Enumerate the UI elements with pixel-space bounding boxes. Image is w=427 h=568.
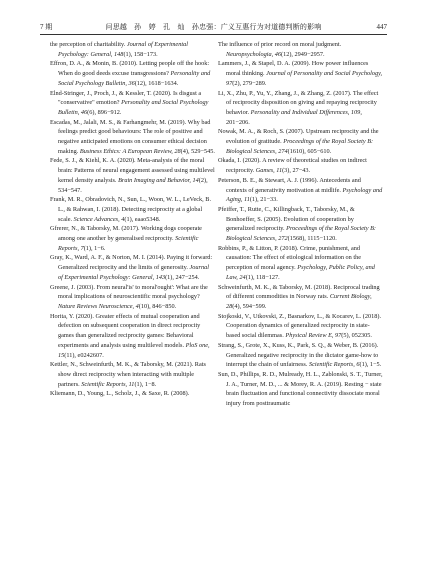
reference-pages: (1), 1−8. <box>134 380 157 388</box>
reference-entry <box>50 224 215 253</box>
reference-source: Games, 11 <box>255 167 283 175</box>
reference-text: Escadas, M., Jalali, M. S., & Farhangmehr, M. (2019). Why bad feelings predict good behaviours: The role of positive and negative anticipated emotions on consumer ethical decision making. <box>50 118 211 155</box>
reference-entry <box>50 89 215 118</box>
reference-entry <box>50 283 215 312</box>
reference-source: Personality and Social Psychology Bulletin, 46 <box>58 99 209 116</box>
reference-source: Scientific Reports, 6 <box>308 361 360 369</box>
reference-text: Nowak, M. A., & Roch, S. (2007). Upstream reciprocity and the evolution of gratitude. <box>218 128 379 146</box>
reference-pages: (6), 896−912. <box>87 108 122 116</box>
reference-entry <box>50 59 215 88</box>
issue-number: 7 期 <box>40 23 53 31</box>
reference-source: Physical Review E, 97 <box>285 332 342 340</box>
reference-entry <box>50 312 215 361</box>
reference-source: Proceedings of the Royal Society B: Biological Sciences, 274 <box>226 138 374 155</box>
reference-pages: (1), 247−254. <box>165 273 200 281</box>
reference-text: Robbins, P., & Litton, P. (2018). Crime, punishment, and causation: The effect of etiological information on the perception of moral agency. <box>218 244 361 272</box>
reference-entry <box>218 370 383 409</box>
reference-text: Kliemann, D., Young, L., Scholz, J., & Saxe, R. (2008). <box>50 390 190 398</box>
reference-pages: (4), 594−599. <box>232 302 267 310</box>
reference-pages: (1), 158−173. <box>123 50 158 58</box>
reference-entry <box>218 156 383 175</box>
reference-pages: (2), 279−289. <box>232 79 267 87</box>
reference-entry <box>218 283 383 312</box>
page-number: 447 <box>376 23 387 31</box>
reference-entry <box>218 89 383 128</box>
header-rule <box>40 34 387 35</box>
reference-entry <box>218 341 383 370</box>
reference-source: Journal of Personality and Social Psychology, 97 <box>226 70 383 87</box>
reference-entry <box>50 195 215 224</box>
reference-source: Personality and Individual Differences, 109 <box>250 108 361 116</box>
reference-pages: (1610), 605−610. <box>287 147 332 155</box>
reference-source: Proceedings of the Royal Society B: Biological Sciences, 272 <box>226 225 376 243</box>
reference-pages: (1), 118−127. <box>245 273 280 281</box>
reference-pages: (2), 534−547. <box>58 176 208 194</box>
reference-source: Journal of Experimental Psychology: General, 148 <box>58 41 188 58</box>
references-right-column <box>218 40 383 409</box>
reference-entry <box>50 156 215 195</box>
reference-source: Psychology and Aging, 11 <box>226 186 383 204</box>
reference-text: Peterson, B. E., & Stewart, A. J. (1996). Antecedents and contexts of generativity motivation at midlife. <box>218 176 361 194</box>
reference-source: Psychology, Public Policy, and Law, 24 <box>226 264 375 281</box>
reference-pages: , 201−206. <box>226 108 362 126</box>
reference-entry <box>218 312 383 341</box>
reference-text: Effron, D. A., & Monin, B. (2010). Letting people off the hook: When do good deeds excuse transgressions? <box>50 60 210 78</box>
reference-pages: (1), 21−33. <box>249 196 278 204</box>
reference-pages: (11), e0242607. <box>64 351 104 359</box>
reference-text: Schweinfurth, M. K., & Taborsky, M. (2018). Reciprocal trading of different commodities in Norway rats. <box>218 283 380 301</box>
reference-entry <box>50 389 215 399</box>
reference-text: Greene, J. (2003). From neural'is' to moral'ought': What are the moral implications of neuroscientific moral psychology? <box>50 283 208 301</box>
reference-text: Gfrerer, N., & Taborsky, M. (2017). Working dogs cooperate among one another by generalised reciprocity. <box>50 225 202 243</box>
reference-pages: (12), 2949−2957. <box>280 50 325 58</box>
references-left-column <box>50 40 215 399</box>
reference-pages: (1), eaao5348. <box>124 215 161 223</box>
reference-text: Kettler, N., Schweinfurth, M. K., & Taborsky, M. (2021). Rats show direct reciprocity when interacting with multiple partners. <box>50 361 206 388</box>
reference-text: Frank, M. R., Obradovich, N., Sun, L., Woon, W. L., LeVeck, B. L., & Rahwan, I. (2018). Detecting reciprocity at a global scale. <box>50 196 212 223</box>
reference-source: Scientific Reports, 11 <box>81 380 135 388</box>
reference-pages: (12), 1618−1634. <box>134 79 179 87</box>
reference-entry <box>218 127 383 156</box>
reference-entry <box>50 118 215 157</box>
reference-source: Neuropsychologia, 46 <box>226 50 281 58</box>
reference-text: Sun, D., Phillips, R. D., Mulready, H. L., Zablonski, S. T., Turner, J. A., Turner, M. D., ... & Morey, R. A. (2019). Resting − state brain fluctuation and functional connectivity dissociate moral injury from posttraumatic <box>218 370 383 408</box>
reference-pages: (1), 1−6. <box>83 244 106 252</box>
reference-source: Brain Imaging and Behavior, 14 <box>118 176 199 184</box>
reference-source: Current Biology, 28 <box>226 293 372 310</box>
reference-source: PloS one, 15 <box>58 341 210 359</box>
reference-source: Nature Reviews Neuroscience, 4 <box>58 302 139 310</box>
reference-text: Horita, Y. (2020). Greater effects of mutual cooperation and defection on subsequent cooperation in direct reciprocity games than generalized reciprocity games: Behavioral experiments and analysis using multilevel models. <box>50 312 201 349</box>
reference-entry <box>50 360 215 389</box>
reference-pages: (10), 846−850. <box>138 302 177 310</box>
reference-text: Stojkoski, V., Utkovski, Z., Basnarkov, L., & Kocarev, L. (2018). Cooperation dynamics of generalized reciprocity in state-based social dilemmas. <box>218 312 382 340</box>
reference-pages: (1568), 1115−1120. <box>287 235 337 243</box>
reference-source: Science Advances, 4 <box>73 215 125 223</box>
reference-entry <box>218 205 383 244</box>
reference-pages: (3), 27−43. <box>282 167 311 175</box>
reference-pages: (5), 052305. <box>341 332 372 340</box>
reference-entry <box>218 40 383 59</box>
running-header <box>40 20 387 34</box>
reference-text: The influence of prior record on moral judgment. <box>218 41 342 48</box>
reference-source: Journal of Experimental Psychology: General, 143 <box>58 264 209 281</box>
reference-pages: (1), 1−5. <box>359 361 382 369</box>
reference-source: Business Ethics: A European Review, 28 <box>79 147 181 155</box>
reference-entry <box>50 40 215 59</box>
reference-pages: (4), 529−545. <box>180 147 215 155</box>
reference-text: Fede, S. J., & Kiehl, K. A. (2020). Meta-analysis of the moral brain: Patterns of neural engagement assessed using multilevel kernel density analysis. <box>50 157 215 184</box>
reference-entry <box>50 253 215 282</box>
reference-source: Personality and Social Psychology Bulletin, 36 <box>58 70 211 87</box>
reference-text: Gray, K., Ward, A. F., & Norton, M. I. (2014). Paying it forward: Generalized reciprocity and the limits of generosity. <box>50 254 213 272</box>
reference-text: Strang, S., Grote, X., Kuss, K., Park, S. Q., & Weber, B. (2016). Generalized negative reciprocity in the dictator game-how to interrupt the chain of unfairness. <box>218 341 379 369</box>
reference-source: Scientific Reports, 7 <box>58 235 199 252</box>
reference-entry <box>218 59 383 88</box>
reference-text: the perception of charitability. <box>50 41 127 48</box>
running-title: 问思越 孙 婷 孔 灿 孙忠强：广义互惠行为对道德判断的影响 <box>105 23 322 31</box>
reference-text: Pfeiffer, T., Rutte, C., Killingback, T., Taborsky, M., & Bonhoeffer, S. (2005). Evolution of cooperation by generalized reciprocity. <box>218 205 355 233</box>
reference-text: Okada, I. (2020). A review of theoretical studies on indirect reciprocity. <box>218 157 367 175</box>
reference-entry <box>218 244 383 283</box>
reference-text: Lammers, J., & Stapel, D. A. (2009). How power influences moral thinking. <box>218 60 369 78</box>
reference-text: Elnd-Stringer, J., Proch, J., & Kessler, T. (2020). Is disgust a "conservative" emotion? <box>50 89 202 107</box>
reference-text: Li, X., Zhu, P., Yu, Y., Zhang, J., & Zhang, Z. (2017). The effect of reciprocity disposition on giving and repaying reciprocity behavior. <box>218 89 379 116</box>
reference-entry <box>218 176 383 205</box>
